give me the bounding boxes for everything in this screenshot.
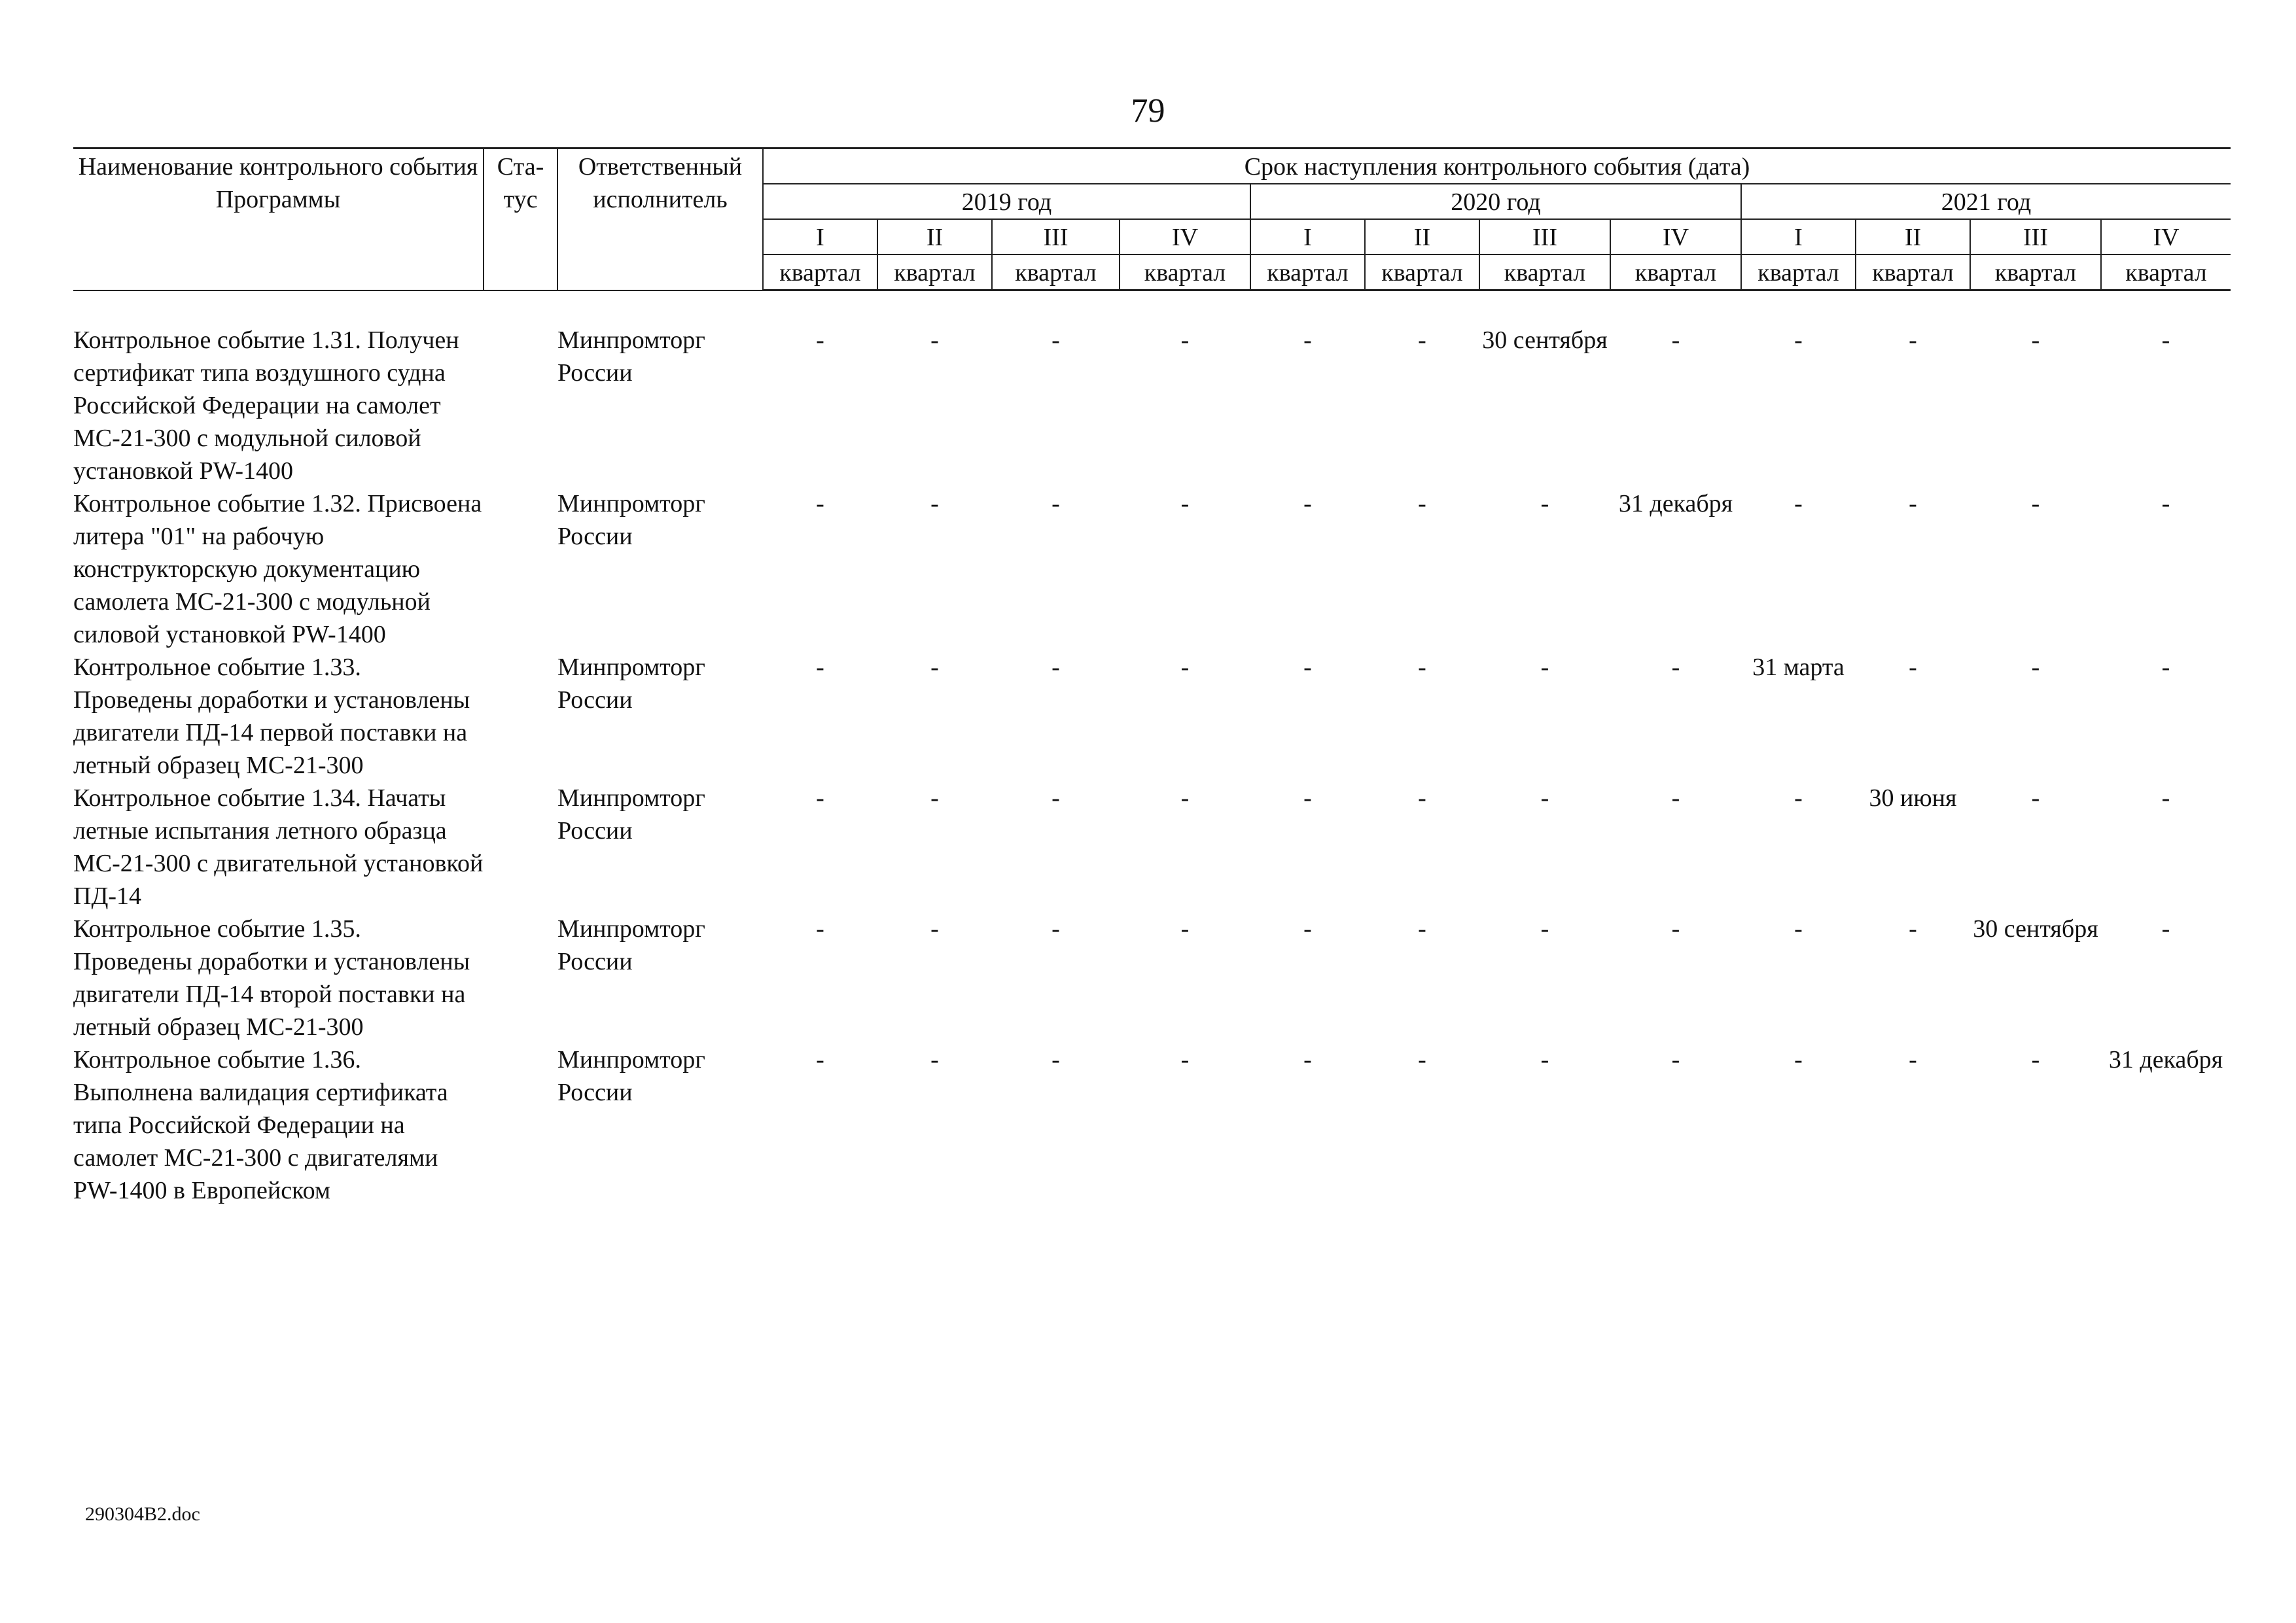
quarter-date-cell: -	[2161, 490, 2170, 517]
quarter-word-header: квартал	[1120, 254, 1250, 290]
quarter-date-cell: -	[2031, 1046, 2040, 1073]
table-row	[73, 1043, 2231, 1207]
event-name-cell: Контрольное событие 1.35. Проведены доработки и установлены двигатели ПД-14 второй поставки на летный образец МС-21-300	[73, 915, 470, 1041]
event-name-cell: Контрольное событие 1.34. Начаты летные испытания летного образца МС-21-300 с двигательной установкой ПД-14	[73, 784, 484, 910]
status-cell	[484, 487, 557, 651]
quarter-date-cell: -	[1794, 784, 1803, 812]
quarter-word-header: квартал	[2101, 254, 2231, 290]
quarter-date-cell: -	[1051, 1046, 1060, 1073]
quarter-numeral-header: I	[1741, 219, 1856, 254]
table-body	[73, 290, 2231, 1208]
quarter-date-cell: -	[1303, 654, 1312, 681]
quarter-date-cell: -	[2161, 326, 2170, 354]
quarter-date-cell: -	[1418, 326, 1426, 354]
quarter-word-header: квартал	[992, 254, 1120, 290]
quarter-date-cell: -	[1909, 326, 1917, 354]
quarter-date-cell: -	[2161, 784, 2170, 812]
quarter-date-cell: -	[2031, 784, 2040, 812]
quarter-date-cell: -	[1180, 654, 1190, 681]
quarter-date-cell: 31 декабря	[2108, 1046, 2223, 1073]
quarter-date-cell: -	[1418, 784, 1426, 812]
year-header: 2020 год	[1250, 184, 1741, 219]
quarter-date-cell: -	[1180, 490, 1190, 517]
quarter-date-cell: -	[816, 326, 824, 354]
status-cell	[484, 782, 557, 913]
responsible-cell: Минпромторг России	[557, 490, 705, 550]
quarter-date-cell: -	[1418, 1046, 1426, 1073]
quarter-date-cell: -	[1303, 1046, 1312, 1073]
quarter-date-cell: -	[930, 654, 939, 681]
quarter-date-cell: -	[1909, 915, 1917, 943]
quarter-date-cell: -	[816, 654, 824, 681]
quarter-numeral-header: III	[1479, 219, 1610, 254]
quarter-date-cell: -	[930, 915, 939, 943]
quarter-date-cell: -	[1540, 784, 1549, 812]
quarter-numeral-header: III	[992, 219, 1120, 254]
quarter-date-cell: -	[930, 326, 939, 354]
quarter-date-cell: -	[816, 1046, 824, 1073]
deadline-group-header: Срок наступления контрольного события (дата)	[763, 148, 2231, 184]
footer-filename: 290304B2.doc	[85, 1503, 200, 1525]
quarter-date-cell: -	[1794, 1046, 1803, 1073]
quarter-word-header: квартал	[1741, 254, 1856, 290]
event-name-cell: Контрольное событие 1.36. Выполнена валидация сертификата типа Российской Федерации на самолет МС-21-300 с двигателями PW-1400 в Европейском	[73, 1046, 448, 1204]
quarter-date-cell: -	[1180, 915, 1190, 943]
quarter-date-cell: -	[1303, 915, 1312, 943]
responsible-column-header: Ответственный исполнитель	[557, 148, 763, 290]
quarter-date-cell: -	[1794, 326, 1803, 354]
table-row	[73, 487, 2231, 651]
responsible-cell: Минпромторг России	[557, 1046, 705, 1106]
quarter-numeral-header: I	[763, 219, 877, 254]
quarter-date-cell: -	[2031, 654, 2040, 681]
quarter-word-header: квартал	[1970, 254, 2101, 290]
status-cell	[484, 913, 557, 1043]
quarter-date-cell: -	[930, 784, 939, 812]
status-cell	[484, 1043, 557, 1207]
quarter-word-header: квартал	[1250, 254, 1365, 290]
event-name-cell: Контрольное событие 1.33. Проведены доработки и установлены двигатели ПД-14 первой поставки на летный образец МС-21-300	[73, 654, 470, 779]
year-header: 2019 год	[763, 184, 1250, 219]
status-cell	[484, 651, 557, 782]
quarter-date-cell: -	[1180, 784, 1190, 812]
spacer-row	[73, 290, 2231, 324]
quarter-date-cell: -	[1051, 654, 1060, 681]
quarter-date-cell: -	[1418, 654, 1426, 681]
quarter-word-header: квартал	[763, 254, 877, 290]
quarter-word-header: квартал	[877, 254, 992, 290]
quarter-date-cell: -	[1418, 490, 1426, 517]
quarter-date-cell: -	[2031, 326, 2040, 354]
responsible-cell: Минпромторг России	[557, 784, 705, 845]
quarter-date-cell: -	[1051, 784, 1060, 812]
quarter-numeral-header: II	[1856, 219, 1970, 254]
quarter-numeral-header: II	[1365, 219, 1479, 254]
quarter-date-cell: -	[1051, 915, 1060, 943]
quarter-date-cell: -	[1671, 1046, 1680, 1073]
quarter-date-cell: 31 декабря	[1618, 490, 1733, 517]
quarter-date-cell: 31 марта	[1752, 654, 1845, 681]
quarter-date-cell: -	[1180, 1046, 1190, 1073]
quarter-date-cell: -	[930, 490, 939, 517]
quarter-date-cell: -	[1794, 915, 1803, 943]
responsible-cell: Минпромторг России	[557, 326, 705, 387]
quarter-date-cell: -	[1303, 326, 1312, 354]
quarter-date-cell: -	[1540, 1046, 1549, 1073]
quarter-date-cell: -	[1671, 784, 1680, 812]
quarter-date-cell: -	[2161, 915, 2170, 943]
quarter-date-cell: -	[816, 784, 824, 812]
quarter-date-cell: -	[1909, 1046, 1917, 1073]
table-row	[73, 913, 2231, 1043]
control-events-table	[73, 147, 2231, 1207]
quarter-date-cell: 30 сентября	[1973, 915, 2098, 943]
quarter-numeral-header: IV	[1120, 219, 1250, 254]
table-row	[73, 324, 2231, 487]
quarter-numeral-header: III	[1970, 219, 2101, 254]
quarter-numeral-header: IV	[1610, 219, 1741, 254]
quarter-date-cell: -	[930, 1046, 939, 1073]
quarter-date-cell: -	[1794, 490, 1803, 517]
quarter-numeral-header: II	[877, 219, 992, 254]
quarter-date-cell: -	[816, 490, 824, 517]
status-column-header: Ста-тус	[484, 148, 557, 290]
quarter-date-cell: -	[1051, 326, 1060, 354]
quarter-word-header: квартал	[1610, 254, 1741, 290]
quarter-date-cell: -	[2031, 490, 2040, 517]
quarter-date-cell: -	[1671, 915, 1680, 943]
quarter-date-cell: -	[1909, 490, 1917, 517]
event-name-cell: Контрольное событие 1.32. Присвоена литера "01" на рабочую конструкторскую документацию самолета МС-21-300 с модульной силовой установкой PW-1400	[73, 490, 482, 648]
quarter-date-cell: 30 сентября	[1482, 326, 1608, 354]
quarter-date-cell: -	[1540, 654, 1549, 681]
name-column-header: Наименование контрольного события Программы	[73, 148, 484, 290]
quarter-numeral-header: IV	[2101, 219, 2231, 254]
quarter-numeral-header: I	[1250, 219, 1365, 254]
quarter-date-cell: -	[1909, 654, 1917, 681]
quarter-word-header: квартал	[1479, 254, 1610, 290]
quarter-date-cell: -	[1671, 326, 1680, 354]
quarter-word-header: квартал	[1365, 254, 1479, 290]
quarter-date-cell: -	[2161, 654, 2170, 681]
event-name-cell: Контрольное событие 1.31. Получен сертификат типа воздушного судна Российской Федерации на самолет МС-21-300 с модульной силовой установкой PW-1400	[73, 326, 459, 485]
quarter-date-cell: -	[1671, 654, 1680, 681]
quarter-date-cell: -	[816, 915, 824, 943]
quarter-date-cell: -	[1180, 326, 1190, 354]
quarter-date-cell: -	[1051, 490, 1060, 517]
quarter-date-cell: -	[1418, 915, 1426, 943]
year-header: 2021 год	[1741, 184, 2231, 219]
quarter-date-cell: 30 июня	[1869, 784, 1957, 812]
page-number: 79	[1131, 92, 1165, 130]
table-row	[73, 651, 2231, 782]
status-cell	[484, 324, 557, 487]
quarter-word-header: квартал	[1856, 254, 1970, 290]
table-row	[73, 782, 2231, 913]
header-row-1	[73, 148, 2231, 184]
responsible-cell: Минпромторг России	[557, 915, 705, 975]
quarter-date-cell: -	[1303, 490, 1312, 517]
quarter-date-cell: -	[1540, 915, 1549, 943]
quarter-date-cell: -	[1540, 490, 1549, 517]
responsible-cell: Минпромторг России	[557, 654, 705, 714]
quarter-date-cell: -	[1303, 784, 1312, 812]
